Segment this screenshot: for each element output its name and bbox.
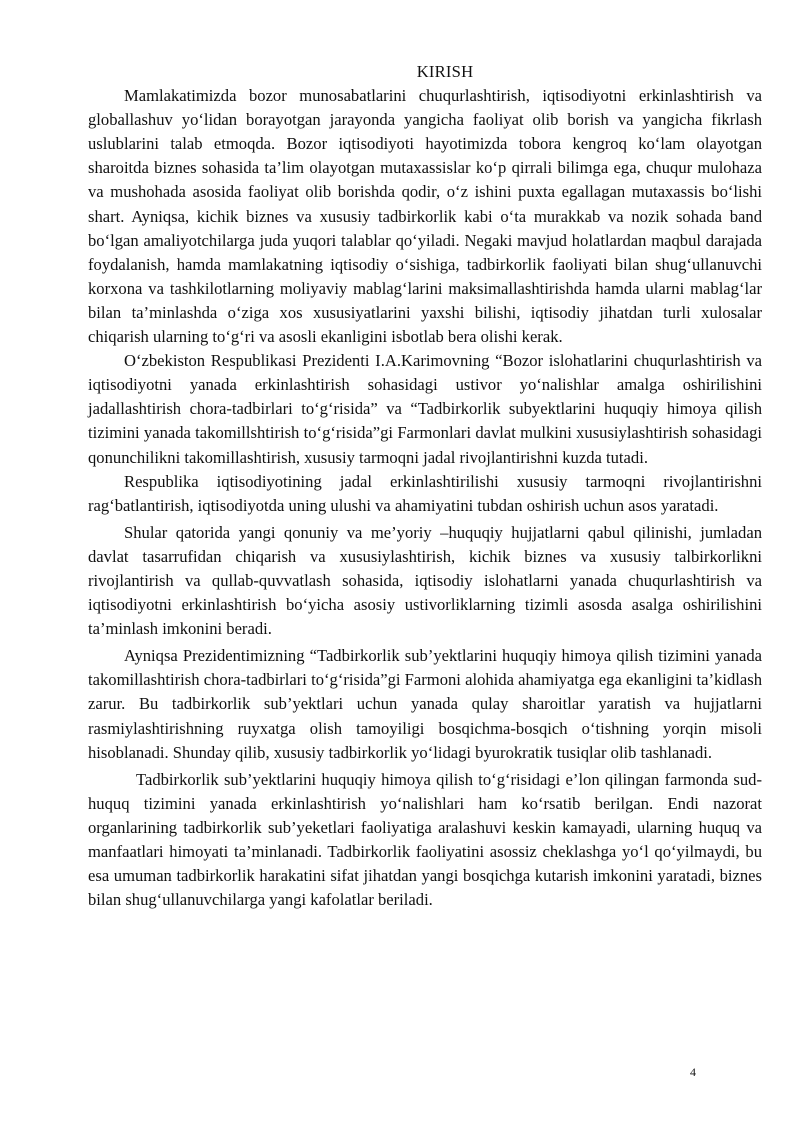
paragraph-6: Tadbirkorlik sub’yektlarini huquqiy himoya qilish to‘g‘risidagi e’lon qilingan farmonda sud-huquq tizimini yanada erkinlashtirish yo‘nalishlari ham ko‘rsatib berilgan. Endi nazorat organlarining tadbirkorlik sub’yeketlari faoliyatiga aralashuvi keskin kamayadi, ularning huquq va manfaatlari himoyati ta’minlanadi. Tadbirkorlik faoliyatini asossiz cheklashga yo‘l qo‘yilmaydi, bu esa umuman tadbirkorlik harakatini sifat jihatdan yangi bosqichga kutarish imkonini yaratadi, biznes bilan shug‘ullanuvchilarga yangi kafolatlar beriladi. xyxy=(88,769,762,910)
paragraph-3: Respublika iqtisodiyotining jadal erkinlashtirilishi xususiy tarmoqni rivojlantirishni rag‘batlantirish, iqtisodiyotda uning ulushi va ahamiyatini tubdan oshirish uchun asos yaratadi. xyxy=(88,471,762,515)
page-title: KIRISH xyxy=(416,62,474,81)
paragraph-2: O‘zbekiston Respublikasi Prezidenti I.A.Karimovning “Bozor islohatlarini chuqurlashtirish va iqtisodiyotni yanada erkinlashtirish sohasidagi ustivor yo‘nalishlar amalga oshirilishini jadallashtirish chora-tadbirlari to‘g‘risida” va “Tadbirkorlik subyektlarini huquqiy himoya qilish tizimini yanada takomillshtirish to‘g‘risida”gi Farmonlari davlat mulkini xususiylashtirish sohasidagi qonunchilikni takomillashtirish, xususiy tarmoqni jadal rivojlantirishni kuzda tutadi. xyxy=(88,351,762,467)
page-number: 4 xyxy=(690,1065,696,1079)
paragraph-4: Shular qatorida yangi qonuniy va me’yoriy –huquqiy hujjatlarni qabul qilinishi, jumladan davlat tasarrufidan chiqarish va xususiylashtirish, kichik biznes va xususiy talbirkorlikni rivojlantirish va qullab-quvvatlash sohasida, iqtisodiy islohatlarni yanada chuqurlashtirish va iqtisodiyotni erkinlashtirish bo‘yicha asosiy ustivorliklarning tizimli asosda asalga oshirilishini ta’minlash imkonini beradi. xyxy=(88,522,762,639)
paragraph-5: Ayniqsa Prezidentimizning “Tadbirkorlik sub’yektlarini huquqiy himoya qilish tizimini yanada takomillashtirish chora-tadbirlari to‘g‘risida”gi Farmoni alohida ahamiyatga ega ekanligini ta’kidlash zarur. Bu tadbirkorlik sub’yektlari uchun yanada qulay sharoitlar yaratish va hujjatlarni rasmiylashtirishning ruyxatga olish tamoyiligi bosqichma-bosqich o‘tishning yorqin misoli hisoblanadi. Shunday qilib, xususiy tadbirkorlik yo‘lidagi byurokratik tusiqlar olib tashlanadi. xyxy=(88,646,762,762)
paragraph-1: Mamlakatimizda bozor munosabatlarini chuqurlashtirish, iqtisodiyotni erkinlashtirish va globallashuv yo‘lidan borayotgan jarayonda yangicha faoliyat olib borish va yangicha fikrlash uslublarini talab etmoqda. Bozor iqtisodiyoti hayotimizda tobora kengroq ko‘lam olayotgan sharoitda biznes sohasida ta’lim olayotgan mutaxassislar ko‘p qirrali bilimga ega, chuqur mulohaza va mushohada asosida faoliyat olib borishda qodir, o‘z ishini puxta egallagan mutaxassis bo‘lishi shart. Ayniqsa, kichik biznes va xususiy tadbirkorlik kabi o‘ta murakkab va nozik sohada band bo‘lgan amaliyotchilarga juda yuqori talablar qo‘yiladi. Negaki mavjud holatlardan maqbul darajada foydalanish, hamda mamlakatning iqtisodiy o‘sishiga, tadbirkorlik faoliyati bilan shug‘ullanuvchi korxona va tashkilotlarning moliyaviy mablag‘larini maksimallashtirishda hamda ularni mablag‘lar bilan ta’minlashda o‘ziga xos xususiyatlarini yaxshi bilishi, iqtisodiy jihatdan turli xulosalar chiqarish ularning to‘g‘ri va asosli ekanligini isbotlab bera olishi kerak. xyxy=(88,86,762,347)
document-body xyxy=(88,60,762,912)
